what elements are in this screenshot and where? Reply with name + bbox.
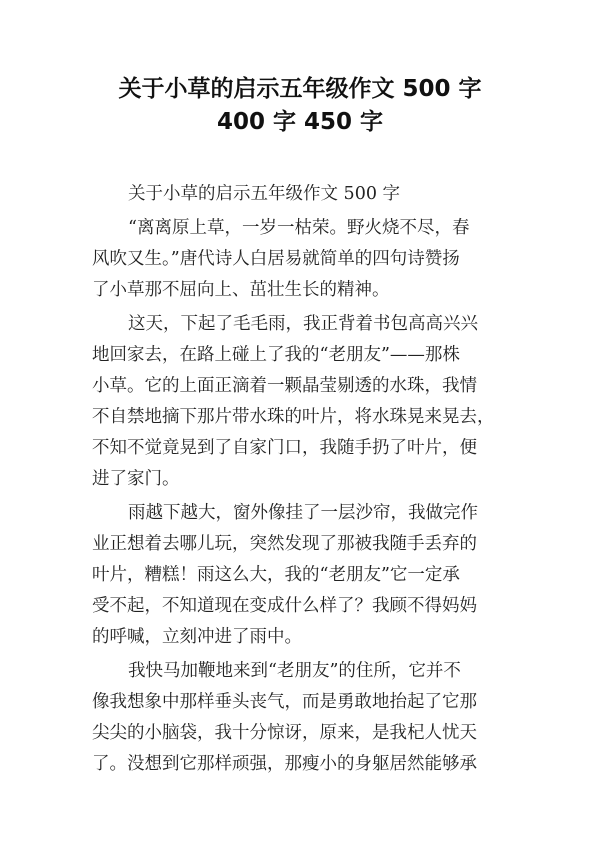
document-title-line-2: 400 字 450 字 [216,109,384,135]
paragraph-line: 了小草那不屈向上、茁壮生长的精神。 [92,280,390,300]
paragraph-line: 了。没想到它那样顽强，那瘦小的身躯居然能够承 [92,754,477,774]
paragraph-line: 不自禁地摘下那片带水珠的叶片，将水珠晃来晃去， [92,407,495,427]
paragraph-line: 业正想着去哪儿玩，突然发现了那被我随手丢弃的 [92,534,477,554]
paragraph-line: “离离原上草，一岁一枯荣。野火烧不尽，春 [128,218,470,238]
paragraph-line: 关于小草的启示五年级作文 500 字 [128,184,401,204]
paragraph-line: 我快马加鞭地来到“老朋友”的住所，它并不 [128,661,461,681]
document-title-line-1: 关于小草的启示五年级作文 500 字 [118,76,482,102]
paragraph-line: 雨越下越大，窗外像挂了一层沙帘，我做完作 [128,503,478,523]
document-body [92,0,516,849]
paragraph-line: 进了家门。 [92,469,180,489]
paragraph-line: 小草。它的上面正滴着一颗晶莹剔透的水珠，我情 [92,376,477,396]
paragraph-line: 这天，下起了毛毛雨，我正背着书包高高兴兴 [128,314,478,334]
paragraph-line: 不知不觉竟晃到了自家门口，我随手扔了叶片，便 [92,438,477,458]
paragraph-line: 尖尖的小脑袋，我十分惊讶，原来，是我杞人忧天 [92,723,477,743]
paragraph-line: 像我想象中那样垂头丧气，而是勇敢地抬起了它那 [92,692,477,712]
paragraph-line: 风吹又生。”唐代诗人白居易就简单的四句诗赞扬 [92,249,460,269]
paragraph-line: 地回家去，在路上碰上了我的“老朋友”——那株 [92,345,460,365]
paragraph-line: 叶片，糟糕！雨这么大，我的“老朋友”它一定承 [92,565,460,585]
paragraph-line: 的呼喊，立刻冲进了雨中。 [92,627,302,647]
paragraph-line: 受不起，不知道现在变成什么样了？我顾不得妈妈 [92,596,477,616]
